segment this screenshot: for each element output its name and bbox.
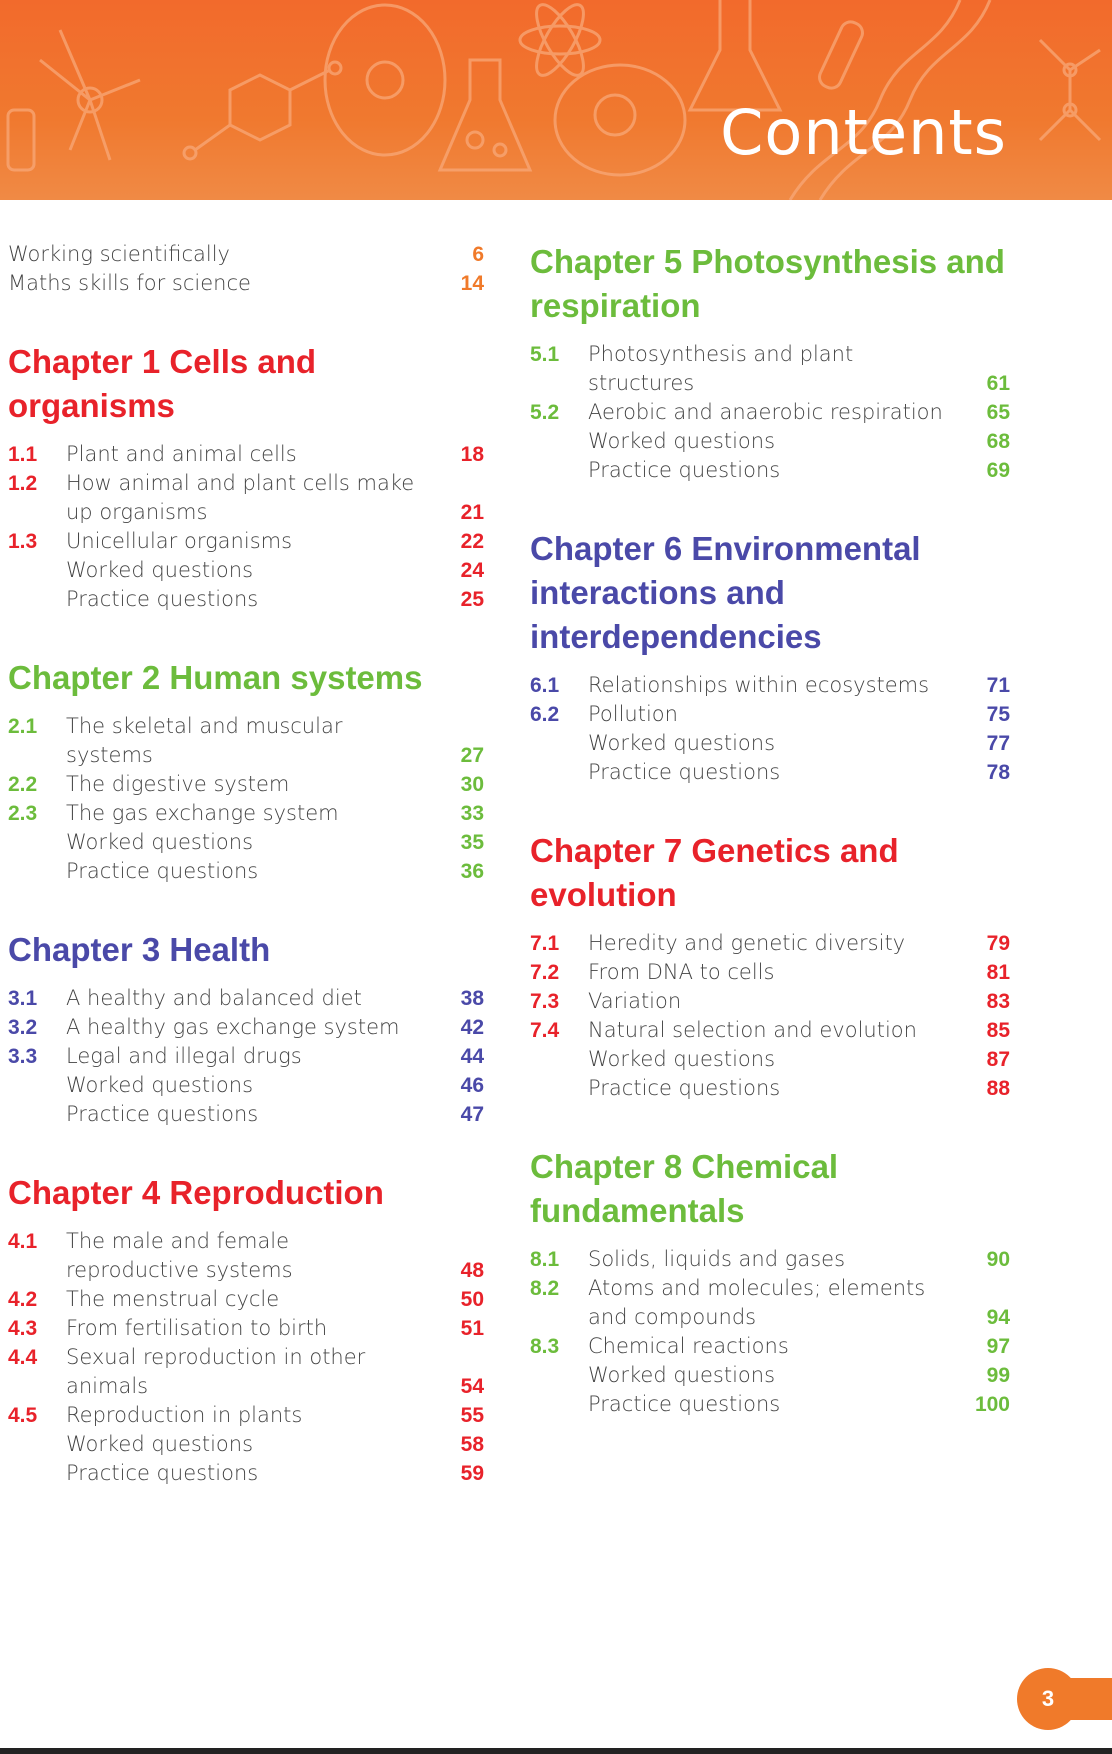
entry-title: Plant and animal cells [66, 442, 297, 466]
entry-number: 8.1 [530, 1248, 560, 1271]
entry-number: 3.1 [8, 987, 38, 1010]
entry-page: 55 [460, 1404, 484, 1427]
contents-left-column [8, 240, 484, 1530]
entry-number: 3.2 [8, 1016, 38, 1039]
toc-entry[interactable] [530, 1074, 1010, 1103]
test-tube-icon [8, 110, 34, 170]
toc-entry[interactable] [8, 1071, 484, 1100]
entry-number: 6.2 [530, 703, 560, 726]
entry-number: 2.3 [8, 802, 38, 825]
entry-title: Relationships within ecosystems [588, 673, 930, 697]
entry-title: Worked questions [66, 1432, 254, 1456]
entry-title: Working scientifically [8, 242, 230, 266]
entry-page: 36 [460, 860, 484, 883]
entry-title: Variation [588, 989, 682, 1013]
toc-entry[interactable] [8, 1100, 484, 1129]
toc-entry[interactable] [530, 1361, 1010, 1390]
entry-title: How animal and plant cells make up organisms [66, 471, 415, 524]
entry-title: Maths skills for science [8, 271, 251, 295]
page-title: Contents [720, 96, 1007, 169]
entry-page: 30 [460, 773, 484, 796]
entry-title: Legal and illegal drugs [66, 1044, 302, 1068]
entry-title: Aerobic and anaerobic respiration [588, 400, 943, 424]
entry-title: Heredity and genetic diversity [588, 931, 906, 955]
entry-page: 79 [986, 932, 1010, 955]
contents-header [0, 0, 1112, 200]
toc-entry[interactable] [530, 700, 1010, 729]
toc-entry[interactable] [8, 1459, 484, 1488]
entry-title: Practice questions [66, 587, 259, 611]
toc-entry[interactable] [530, 1045, 1010, 1074]
toc-entry[interactable] [8, 712, 484, 770]
entry-number: 7.3 [530, 990, 560, 1013]
chapter-heading[interactable]: Chapter 8 Chemical fundamentals [530, 1148, 839, 1229]
entry-page: 14 [460, 272, 484, 295]
entry-page: 38 [460, 987, 484, 1010]
toc-entry[interactable] [8, 1227, 484, 1285]
entry-number: 4.3 [8, 1317, 38, 1340]
toc-entry[interactable] [8, 585, 484, 614]
chapter-5-section [530, 240, 1010, 485]
entry-title: Practice questions [66, 1102, 259, 1126]
entry-page: 21 [460, 501, 484, 524]
entry-title: Worked questions [66, 558, 254, 582]
entry-page: 44 [460, 1045, 484, 1068]
entry-number: 4.5 [8, 1404, 38, 1427]
toc-entry[interactable] [8, 799, 484, 828]
entry-title: Practice questions [588, 1076, 781, 1100]
entry-number: 2.1 [8, 715, 38, 738]
entry-title: Practice questions [588, 458, 781, 482]
entry-number: 8.2 [530, 1277, 560, 1300]
entry-number: 5.1 [530, 343, 560, 366]
toc-entry[interactable] [8, 1314, 484, 1343]
entry-page: 100 [974, 1393, 1010, 1416]
entry-page: 35 [460, 831, 484, 854]
entry-number: 7.2 [530, 961, 560, 984]
entry-title: The male and female reproductive systems [66, 1229, 293, 1282]
chapter-heading[interactable]: Chapter 5 Photosynthesis and respiration [530, 243, 1005, 324]
entry-number: 4.1 [8, 1230, 38, 1253]
toc-entry[interactable] [8, 1430, 484, 1459]
toc-entry[interactable] [530, 427, 1010, 456]
entry-page: 78 [986, 761, 1010, 784]
contents-right-column [530, 240, 1010, 1461]
entry-number: 5.2 [530, 401, 560, 424]
chapter-2-section [8, 656, 484, 886]
entry-page: 24 [460, 559, 484, 582]
entry-number: 1.3 [8, 530, 38, 553]
entry-page: 58 [460, 1433, 484, 1456]
toc-entry[interactable] [530, 1245, 1010, 1274]
entry-title: A healthy gas exchange system [66, 1015, 400, 1039]
bottom-edge [0, 1748, 1112, 1754]
entry-number: 4.4 [8, 1346, 38, 1369]
entry-page: 85 [986, 1019, 1010, 1042]
entry-page: 27 [460, 744, 484, 767]
toc-entry[interactable] [530, 1274, 1010, 1332]
entry-title: A healthy and balanced diet [66, 986, 362, 1010]
entry-page: 42 [460, 1016, 484, 1039]
entry-page: 94 [986, 1306, 1010, 1329]
chapter-heading[interactable]: Chapter 7 Genetics and evolution [530, 832, 899, 913]
entry-title: Practice questions [588, 1392, 781, 1416]
toc-entry[interactable] [8, 828, 484, 857]
toc-entry[interactable] [8, 1401, 484, 1430]
toc-entry[interactable] [530, 758, 1010, 787]
toc-entry[interactable] [8, 1013, 484, 1042]
entry-number: 8.3 [530, 1335, 560, 1358]
toc-entry[interactable] [8, 469, 484, 527]
toc-entry[interactable] [8, 1042, 484, 1071]
entry-title: Solids, liquids and gases [588, 1247, 846, 1271]
entry-page: 48 [460, 1259, 484, 1282]
toc-entry[interactable] [8, 984, 484, 1013]
entry-page: 83 [986, 990, 1010, 1013]
chapter-6-section [530, 527, 1010, 787]
entry-title: Worked questions [588, 429, 776, 453]
toc-entry[interactable] [530, 456, 1010, 485]
entry-page: 61 [986, 372, 1010, 395]
neuron-icon [40, 30, 140, 160]
entry-page: 18 [460, 443, 484, 466]
entry-page: 50 [460, 1288, 484, 1311]
toc-entry[interactable] [8, 527, 484, 556]
chapter-heading[interactable]: Chapter 2 Human systems [8, 659, 423, 696]
entry-title: Chemical reactions [588, 1334, 789, 1358]
entry-number: 1.2 [8, 472, 38, 495]
toc-entry[interactable] [530, 1016, 1010, 1045]
chapter-3-section [8, 928, 484, 1129]
chapter-heading[interactable]: Chapter 4 Reproduction [8, 1174, 384, 1211]
entry-page: 75 [986, 703, 1010, 726]
entry-title: The skeletal and muscular systems [66, 714, 343, 767]
entry-title: Sexual reproduction in other animals [66, 1345, 366, 1398]
entry-page: 90 [986, 1248, 1010, 1271]
toc-entry[interactable] [530, 671, 1010, 700]
chapter-heading[interactable]: Chapter 6 Environmental interactions and interdependencies [530, 530, 921, 655]
entry-title: Worked questions [588, 1047, 776, 1071]
molecule-icon [184, 62, 341, 159]
entry-number: 6.1 [530, 674, 560, 697]
entry-page: 71 [986, 674, 1010, 697]
entry-page: 33 [460, 802, 484, 825]
entry-page: 77 [986, 732, 1010, 755]
toc-entry[interactable] [530, 340, 1010, 398]
entry-page: 69 [986, 459, 1010, 482]
entry-title: Practice questions [66, 1461, 259, 1485]
entry-page: 46 [460, 1074, 484, 1097]
chapter-8-section [530, 1145, 1010, 1419]
toc-entry[interactable] [8, 1343, 484, 1401]
entry-title: The menstrual cycle [66, 1287, 280, 1311]
toc-entry[interactable] [530, 1332, 1010, 1361]
entry-page: 6 [472, 243, 484, 266]
entry-number: 7.4 [530, 1019, 560, 1042]
intro-section [8, 240, 484, 298]
toc-entry[interactable] [8, 770, 484, 799]
entry-title: Worked questions [588, 1363, 776, 1387]
toc-entry[interactable] [8, 240, 484, 269]
chapter-4-section [8, 1171, 484, 1488]
entry-title: Worked questions [588, 731, 776, 755]
entry-page: 59 [460, 1462, 484, 1485]
entry-number: 4.2 [8, 1288, 38, 1311]
entry-page: 51 [460, 1317, 484, 1340]
entry-title: Worked questions [66, 1073, 254, 1097]
entry-title: Practice questions [66, 859, 259, 883]
toc-entry[interactable] [8, 556, 484, 585]
entry-number: 1.1 [8, 443, 38, 466]
entry-page: 97 [986, 1335, 1010, 1358]
toc-entry[interactable] [530, 929, 1010, 958]
chapter-7-section [530, 829, 1010, 1103]
entry-title: Reproduction in plants [66, 1403, 303, 1427]
toc-entry[interactable] [530, 958, 1010, 987]
page-number: 3 [1017, 1668, 1079, 1730]
entry-title: Unicellular organisms [66, 529, 293, 553]
entry-page: 87 [986, 1048, 1010, 1071]
toc-entry[interactable] [8, 857, 484, 886]
atom-icon [520, 0, 600, 82]
entry-page: 99 [986, 1364, 1010, 1387]
entry-page: 25 [460, 588, 484, 611]
entry-page: 22 [460, 530, 484, 553]
toc-entry[interactable] [530, 398, 1010, 427]
entry-title: Practice questions [588, 760, 781, 784]
toc-entry[interactable] [530, 987, 1010, 1016]
entry-page: 65 [986, 401, 1010, 424]
toc-entry[interactable] [8, 1285, 484, 1314]
chapter-1-section [8, 340, 484, 614]
entry-number: 7.1 [530, 932, 560, 955]
toc-entry[interactable] [8, 269, 484, 298]
entry-title: Pollution [588, 702, 678, 726]
entry-title: Atoms and molecules; elements and compounds [588, 1276, 926, 1329]
toc-entry[interactable] [530, 729, 1010, 758]
entry-page: 81 [986, 961, 1010, 984]
entry-title: Photosynthesis and plant structures [588, 342, 854, 395]
entry-number: 2.2 [8, 773, 38, 796]
toc-entry[interactable] [8, 440, 484, 469]
toc-entry[interactable] [530, 1390, 1010, 1419]
entry-page: 68 [986, 430, 1010, 453]
entry-title: Worked questions [66, 830, 254, 854]
entry-number: 3.3 [8, 1045, 38, 1068]
chapter-heading[interactable]: Chapter 3 Health [8, 931, 271, 968]
entry-page: 54 [460, 1375, 484, 1398]
entry-title: The gas exchange system [66, 801, 339, 825]
entry-title: From fertilisation to birth [66, 1316, 328, 1340]
entry-title: The digestive system [66, 772, 290, 796]
entry-page: 47 [460, 1103, 484, 1126]
entry-title: Natural selection and evolution [588, 1018, 917, 1042]
entry-title: From DNA to cells [588, 960, 775, 984]
chapter-heading[interactable]: Chapter 1 Cells and organisms [8, 343, 317, 424]
entry-page: 88 [986, 1077, 1010, 1100]
